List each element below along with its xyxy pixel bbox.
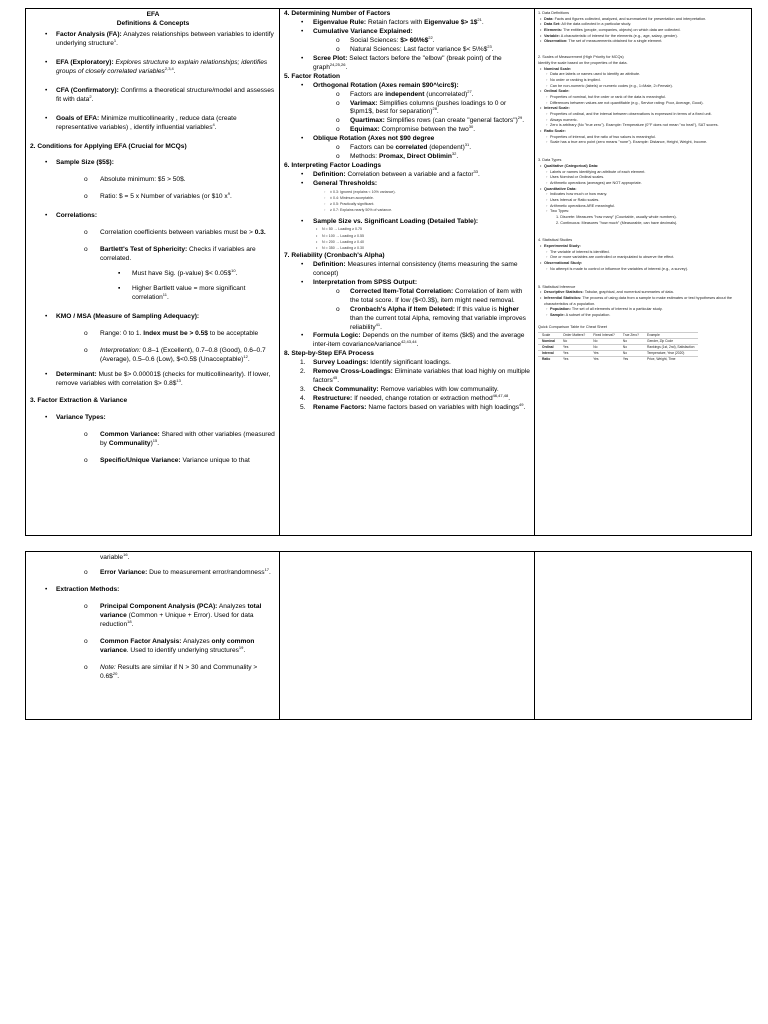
observational-study: • Observational Study: [538, 261, 748, 267]
col3-subsubitem: 1. Discrete: Measures "how many" (Countable, usually whole numbers). [556, 215, 677, 219]
col3-subitem: ◦ Arithmetic operations (averages) are NOT appropriate. [538, 181, 748, 187]
eigenvalue-rule: • Eigenvalue Rule: Retain factors with Eigenvalue $> 1\$$^{21}$. [301, 16, 484, 26]
scree-plot: • Scree Plot: Select factors before the "elbow" (break point) of the graph$^{24,25,26}$. [301, 54, 502, 71]
step-item: 1. Survey Loadings: Identify significant loadings. [300, 359, 451, 367]
table-cell: Price, Weight, Time [643, 357, 698, 362]
scales-intro: Identify the scale based on the properties of the data. [538, 60, 628, 65]
threshold-item: ◦ ≥ 0.5: Practically significant. [324, 202, 375, 207]
social-sciences: o Social Sciences: $> 60\%\$$^{22}$. [336, 34, 435, 44]
table-cell: Yes [559, 357, 589, 362]
def-goals: • Goals of EFA: Minimize multicollinearity , reduce data (create representative variables) , identify influential variables$^4$. [45, 114, 237, 131]
table-header-cell: Example [643, 333, 698, 339]
threshold-item: ◦ ± 0.3: Ignored (explains < 10% variance). [324, 190, 396, 195]
corr-coefficients: o Correlation coefficients between variables must be > 0.3. [84, 229, 266, 237]
col3-item: • Elements: The entities (people, companies, objects) on which data are collected. [538, 28, 748, 34]
nominal-scale: • Nominal Scale: [538, 67, 748, 73]
table-cell: No [619, 339, 643, 345]
ordinal-scale: • Ordinal Scale: [538, 89, 748, 95]
variance-types: • Variance Types: [45, 413, 106, 421]
equimax: o Equimax: Compromise between the two$^{30}$. [336, 124, 476, 134]
page2-column-1 [26, 552, 280, 719]
correlations: • Correlations: [45, 212, 98, 220]
common-variance: o Common Variance: Shared with other variables (measured by Communality)$^{15}$. [84, 430, 275, 447]
table-header-cell: Scale [538, 333, 559, 339]
spss-interpretation: • Interpretation from SPSS Output: [301, 278, 418, 286]
specific-variance-continued: variable$^{16}$. [100, 552, 130, 561]
col3-item: • Descriptive Statistics: Tabular, graphical, and numerical summaries of data. [538, 290, 748, 296]
col3-item: • Variable: A characteristic of interest for the elements (e.g., age, salary, gender). [538, 34, 748, 40]
col3-subitem: ◦ Differences between values are not quantifiable (e.g., Service rating: Poor, Average, Good). [538, 101, 748, 107]
bartlett-higher: ▪ Higher Bartlett value = more significant correlation$^{11}$. [118, 285, 246, 302]
threshold-item: ◦ ≥ 0.7: Explains nearly 50% of variance. [324, 208, 393, 213]
alpha-if-deleted: o Cronbach's Alpha if Item Deleted: If this value is higher than the current total Alpha, removing that variable improves reliability$^{41}$. [336, 305, 526, 331]
orthogonal-rotation: • Orthogonal Rotation (Axes remain $90^\circ$): [301, 81, 459, 89]
page1-table [25, 8, 752, 536]
table-cell: Yes [589, 357, 619, 362]
scales-heading: 2. Scales of Measurement (High Priority for MCQs) [538, 55, 624, 60]
table-cell: Yes [619, 357, 643, 362]
quartimax: o Quartimax: Simplifies rows (can create "general factors")$^{29}$. [336, 115, 525, 125]
natural-sciences: o Natural Sciences: Last factor variance $< 5\%\$$^{23}$. [336, 43, 494, 53]
sample-loading-item: • N = 200 → Loading ≥ 0.40 [316, 239, 365, 244]
col3-subitem: ◦ Two Types: [538, 209, 748, 215]
bartlett-test: o Bartlett's Test of Sphericity: Checks if variables are correlated. [84, 246, 256, 263]
comparison-table [538, 332, 698, 362]
table-row [538, 357, 698, 362]
loading-definition: • Definition: Correlation between a variable and a factor$^{33}$. [301, 168, 480, 179]
pca-method: o Principal Component Analysis (PCA): Analyzes total variance (Common + Unique + Error). Used for data reduction$^{18}$. [84, 602, 262, 628]
ratio-scale: • Ratio Scale: [538, 129, 748, 135]
sample-ratio: o Ratio: $ = 5 x Number of variables (or $10 $x^9$. [84, 191, 232, 201]
sample-loading-item: • N = 50 → Loading ≥ 0.75 [316, 227, 363, 232]
formula-logic: • Formula Logic: Depends on the number of items ($k$) and the average inter-item covariance/variance$^{42,43,44}$. [301, 332, 525, 349]
general-thresholds: • General Thresholds: [301, 180, 378, 188]
table-cell: Yes [559, 351, 589, 357]
def-efa: • EFA (Exploratory): Explores structure to explain relationships; identifies groups of closely correlated variables$^{2,3,4}$. [45, 58, 268, 75]
table-cell: No [589, 339, 619, 345]
col3-subitem: ◦ Properties of interval, and the ratio of two values is meaningful. [538, 135, 748, 141]
col3-item: • Data Set: All the data collected in a particular study. [538, 22, 748, 28]
interval-scale: • Interval Scale: [538, 106, 748, 112]
page2-column-3 [535, 552, 751, 719]
sample-size-vs-loading: • Sample Size vs. Significant Loading (Detailed Table): [301, 217, 479, 225]
determinant: • Determinant: Must be $> 0.00001$ (checks for multicollinearity). If lower, remove variables with correlation $> 0.8\$$^{13}$. [45, 370, 271, 387]
oblique-correlated: o Factors can be correlated (dependent)$^{31}$. [336, 142, 472, 152]
col3-subitem: ◦ Arithmetic operations ARE meaningful. [538, 204, 748, 210]
col3-subitem: ◦ Uses Interval or Ratio scales. [538, 198, 748, 204]
step-item: 4. Restructure: If needed, change rotation or extraction method$^{46,47,48}$. [300, 392, 511, 403]
table-header-cell: Fixed Interval? [589, 333, 619, 339]
col3-subitem: ◦ One or more variables are controlled or manipulated to observe the effect. [538, 255, 748, 261]
step-item: 3. Check Communality: Remove variables with low communality. [300, 386, 499, 394]
col3-subsubitem: 2. Continuous: Measures "how much" (Measurable, can have decimals). [556, 220, 678, 225]
page1-column-1 [26, 9, 280, 535]
varimax: o Varimax: Simplifies columns (pushes loadings to 0 or $\pm1$, best for separation)$^{28}$. [336, 99, 507, 116]
common-factor-analysis: o Common Factor Analysis: Analyzes only common variance. Used to identify underlying structures$^{19}$. [84, 637, 255, 654]
table-header-cell: True Zero? [619, 333, 643, 339]
col3-item: • Data: Facts and figures collected, analyzed, and summarized for presentation and interpretation. [538, 17, 748, 23]
section-5-heading: 5. Factor Rotation [284, 72, 341, 80]
studies-heading: 4. Statistical Studies [538, 238, 573, 243]
page1-column-3 [535, 9, 751, 535]
section-2-heading: 2. Conditions for Applying EFA (Crucial for MCQs) [30, 142, 187, 150]
extraction-note: o Note: Results are similar if N > 30 and Communality > 0.6\$$^{20}$. [84, 663, 258, 680]
bartlett-sig: ▪ Must have Sig. (p-value) $< 0.05\$$^{10}$. [118, 267, 238, 278]
sample-loading-item: • N = 350 → Loading ≥ 0.30 [316, 245, 365, 250]
table-cell: Interval [538, 351, 559, 357]
section-7-heading: 7. Reliability (Cronbach's Alpha) [284, 251, 385, 259]
experimental-study: • Experimental Study: [538, 244, 748, 250]
table-cell: No [559, 339, 589, 345]
section-3-heading: 3. Factor Extraction & Variance [30, 396, 128, 404]
comparison-table-title: Quick Comparison Table for Cheat Sheet [538, 324, 607, 329]
table-cell: Gender, Zip Code [643, 339, 698, 345]
data-definitions-heading: 1. Data Definitions [538, 11, 570, 15]
reliability-definition: • Definition: Measures internal consistency (items measuring the same concept) [301, 260, 518, 277]
cumulative-variance: • Cumulative Variance Explained: [301, 27, 413, 35]
page2-column-2 [280, 552, 535, 719]
page2-table [25, 551, 752, 720]
col3-subitem: ◦ Labels or names identifying an attribute of each element. [538, 170, 748, 176]
table-cell: Yes [589, 351, 619, 357]
col3-item: • Observation: The set of measurements obtained for a single element. [538, 39, 748, 45]
specific-variance: o Specific/Unique Variance: Variance unique to that [84, 456, 250, 464]
definitions-heading: Definitions & Concepts [116, 19, 190, 27]
error-variance: o Error Variance: Due to measurement error/randomness$^{17}$. [84, 566, 271, 576]
corrected-item-total: o Corrected Item-Total Correlation: Correlation of item with the total score. If low ($<0.3$), item might need removal. [336, 287, 523, 304]
step-item: 5. Rename Factors: Name factors based on variables with high loadings$^{49}$. [300, 401, 526, 412]
table-header-cell: Order Matters? [559, 333, 589, 339]
kmo-interpretation: o Interpretation: 0.8–1 (Excellent), 0.7–0.8 (Good), 0.6–0.7 (Average), 0.5–0.6 (Low), $<0.5$ (Unacceptable)$^{12}$. [84, 346, 266, 363]
section-4-heading: 4. Determining Number of Factors [284, 10, 391, 17]
sample-loading-item: • N = 100 → Loading ≥ 0.55 [316, 233, 365, 238]
def-cfa: • CFA (Confirmatory): Confirms a theoretical structure/model and assesses fit with data$^2$. [45, 86, 275, 103]
oblique-methods: o Methods: Promax, Direct Oblimin$^{32}$. [336, 151, 459, 161]
col3-subitem: ◦ Indicates how much or how many. [538, 192, 748, 198]
table-cell: Temperature, Year (2020) [643, 351, 698, 357]
col3-subitem: ◦ Population: The set of all elements of interest in a particular study. [538, 307, 748, 313]
sample-min: o Absolute minimum: $5 > 50$. [84, 176, 186, 184]
col3-subitem: ◦ No order or ranking is implied. [538, 78, 748, 84]
extraction-methods: • Extraction Methods: [45, 585, 120, 593]
col3-subitem: ◦ Uses Nominal or Ordinal scales. [538, 175, 748, 181]
step-item: 2. Remove Cross-Loadings: Eliminate variables that load highly on multiple factors$^{45}$. [300, 368, 530, 385]
table-cell: Ratio [538, 357, 559, 362]
col3-subitem: ◦ Properties of ordinal, and the interval between observations is expressed in terms of a fixed unit. [538, 112, 748, 118]
efa-title: EFA [146, 11, 160, 18]
col3-subitem: ◦ Can be non-numeric (labels) or numeric codes (e.g., 1=Male, 2=Female). [538, 84, 748, 90]
table-cell: Ordinal [538, 345, 559, 351]
kmo-msa: • KMO / MSA (Measure of Sampling Adequacy): [45, 313, 200, 321]
table-cell: No [589, 345, 619, 351]
table-cell: Rankings (1st, 2nd), Satisfaction [643, 345, 698, 351]
table-cell: Nominal [538, 339, 559, 345]
table-cell: Yes [559, 345, 589, 351]
qualitative-data: • Qualitative (Categorical) Data: [538, 164, 748, 170]
quantitative-data: • Quantitative Data: [538, 187, 748, 193]
table-cell: No [619, 351, 643, 357]
col3-subitem: ◦ Sample: A subset of the population. [538, 313, 748, 319]
oblique-rotation: • Oblique Rotation (Axes not $90 degree [301, 135, 435, 143]
col3-subitem: ◦ Properties of nominal, but the order or rank of the data is meaningful. [538, 95, 748, 101]
threshold-item: ◦ ± 0.4: Minimum acceptable. [324, 196, 374, 201]
table-cell: No [619, 345, 643, 351]
section-6-heading: 6. Interpreting Factor Loadings [284, 162, 382, 170]
col3-subitem: ◦ Zero is arbitrary (No "true zero"). Example: Temperature (0°F does not mean "no heat"), SAT scores. [538, 123, 748, 129]
col3-subitem: ◦ Scale has a true zero point (zero means "none"). Example: Distance, Height, Weight, Income. [538, 140, 748, 146]
sample-size: • Sample Size ($5$): [45, 159, 114, 167]
col3-subitem: ◦ No attempt is made to control or influence the variables of interest (e.g., a survey). [538, 267, 748, 273]
inference-heading: 5. Statistical Inference [538, 284, 576, 289]
kmo-range: o Range: 0 to 1. Index must be > 0.5$ to be acceptable [84, 329, 259, 337]
data-types-heading: 3. Data Types [538, 158, 562, 163]
orth-independent: o Factors are independent (uncorrelated)$^{27}$. [336, 88, 474, 98]
page1-column-2 [280, 9, 535, 535]
section-8-heading: 8. Step-by-Step EFA Process [284, 350, 374, 358]
col3-subitem: ◦ The variable of interest is identified. [538, 250, 748, 256]
col3-subitem: ◦ Always numeric. [538, 118, 748, 124]
col3-item: • Inferential Statistics: The process of using data from a sample to make estimates or test hypotheses about the characteristics of a population. [538, 296, 748, 307]
def-factor-analysis: • Factor Analysis (FA): Analyzes relationships between variables to identify underlying structure$^1$. [45, 30, 274, 47]
col3-subitem: ◦ Data are labels or names used to identify an attribute. [538, 72, 748, 78]
